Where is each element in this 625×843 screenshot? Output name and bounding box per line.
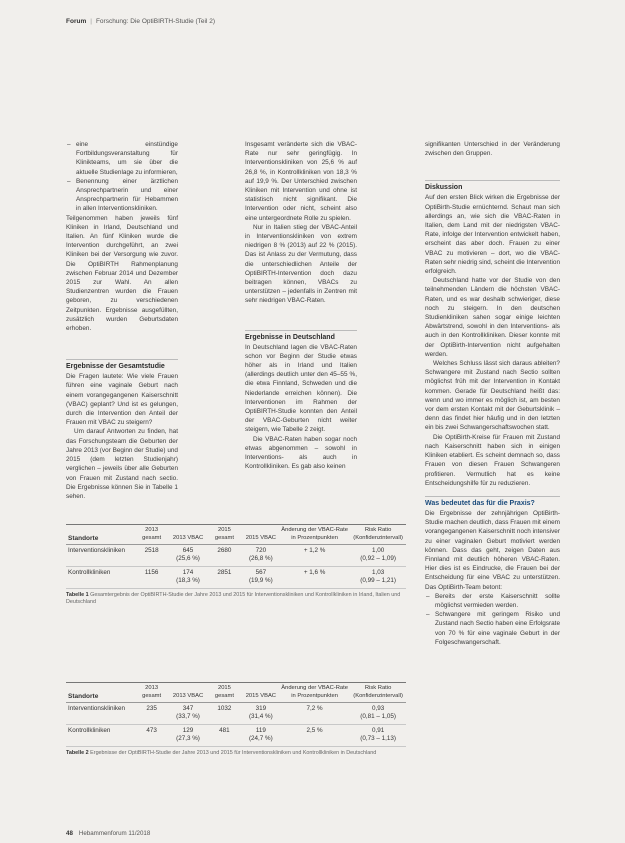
heading-gesamtstudie: Ergebnisse der Gesamtstudie [66, 363, 165, 371]
table-1 [66, 524, 406, 606]
table-row: Interventionskliniken 2518 645 (25,6 %) 2680 720 (26,8 %) + 1,2 % 1,00 (0,92 – 1,09) [66, 545, 406, 567]
col-header: 2015 VBAC [245, 534, 276, 541]
paragraph: Die Fragen lautete: Wie viele Frauen führen eine vaginale Geburt nach einem vorangegangenen Kaiserschnitt (VBAC) geplant? Und ist es gelungen, durch die Intervention den Anteil der Frauen mit VBAC zu steigern? [66, 373, 178, 427]
section-rule [425, 496, 560, 497]
paragraph: Teilgenommen haben jeweils fünf Kliniken in Irland, Deutschland und Italien. An fünf Kliniken wurde die Intervention durchgeführt, an zwei Kliniken bei der Versorgung wie zuvor. Die OptiBIRTH Rahmenplanung zwischen Februar 2014 und Dezember 2015 zur Wahl. An allen Studienzentren wurden die Frauen geboren, zu verschiedenen Zeitpunkten. Ergebnisse ausgefüllten, zusätzlich wurden Geburtsdaten erhoben. [66, 214, 178, 333]
paragraph: Insgesamt veränderte sich die VBAC-Rate nur sehr geringfügig. In Interventionskliniken von 25,6 % auf 26,8 %, in Kontrollkliniken von 18,3 % auf 19,9 %. Der Unterschied zwischen Kliniken mit Intervention und ohne ist statistisch nicht signifikant. Die Intervention oder nicht, scheint also eine untergeordnete Rolle zu spielen. [245, 141, 357, 222]
paragraph: Deutschland hatte vor der Studie von den teilnehmenden Ländern die höchsten VBAC-Raten, und es war deshalb schwieriger, diese noch zu steigern. In den deutschen Studienkliniken sahen sogar einige leichten Abwärtstrend, sowohl in den Interventions- als auch in den Kontrollkliniken. Dieser konnte mit der OptiBirth-Intervention nicht aufgehalten werden. [425, 277, 560, 358]
table-row: Kontrollkliniken 473 129 (27,3 %) 481 119 (24,7 %) 2,5 % 0,91 (0,73 – 1,13) [66, 724, 406, 746]
table-header-row [66, 525, 406, 545]
col-header: 2013 gesamt [142, 527, 162, 541]
table-caption: Tabelle 1 Gesamtergebnis der OptiBIRTH-Studie der Jahre 2013 und 2015 für Interventionskliniken und Kontrollkliniken in Irland, Italien und Deutschland [66, 591, 401, 605]
table-header-row [66, 683, 406, 703]
col-header: Standorte [68, 692, 99, 700]
intervention-list [66, 140, 178, 214]
col-header: 2015 gesamt [214, 685, 234, 699]
header-title: Forschung: Die OptiBIRTH-Studie (Teil 2) [95, 18, 216, 25]
col-header: 2013 VBAC [172, 692, 204, 699]
column-1 [66, 140, 178, 501]
header-section: Forum [66, 18, 87, 25]
col-header: 2015 gesamt [214, 527, 234, 541]
running-header: Forum | Forschung: Die OptiBIRTH-Studie (Teil 2) [66, 18, 216, 25]
paragraph: Die Ergebnisse der zehnjährigen OptiBirth-Studie machen deutlich, dass Frauen mit einem vorangegangenen Kaiserschnitt noch intensiver zu einer vaginalen Geburt motiviert werden können. Dass das geht, zeigen Daten aus Finnland mit deutlich höheren VBAC-Raten. Hier dies ist es Eindrucke, die Frauen bei der Entscheidung für eine VBAC zu unterstützen. Das OptiBirth-Team betont: [425, 509, 560, 591]
table-row: Interventionskliniken 235 347 (33,7 %) 1032 319 (31,4 %) 7,2 % 0,93 (0,81 – 1,05) [66, 703, 406, 725]
list-item: – Schwangere mit geringem Risiko und Zustand nach Sectio haben eine Erfolgsrate von 70 % für eine vaginale Geburt in der Folgeschwangerschaft. [435, 610, 560, 647]
paragraph: Nur in Italien stieg der VBAC-Anteil in Interventionskliniken von extrem niedrigen 8 % (2013) auf 22 % (2015). Das ist Anlass zu der Vermutung, dass die unterschiedlichen Anteile der OptiBIRTH-Intervention doch dazu beitragen können, VBACs zu unterstützen – jedenfalls in Zentren mit sehr niedrigen VBAC-Raten. [245, 223, 357, 305]
col-header: 2015 VBAC [245, 692, 276, 699]
heading-praxis: Was bedeutet das für die Praxis? [425, 499, 535, 507]
col-header: Änderung der VBAC-Rate in Prozentpunkten [281, 527, 348, 541]
paragraph: Die OptiBirth-Kreise für Frauen mit Zustand nach Kaiserschnitt haben sich in einigen Kliniken etabliert. Es scheint demnach so, dass Frauen von diesen Frauen Schwangeren profitieren. Vermutlich hat es keine Entscheidungshilfe für zu reduzieren. [425, 433, 560, 487]
paragraph: Die VBAC-Raten haben sogar noch etwas abgenommen – sowohl in Interventions- als auch in Kontrollkliniken. Es gab also keinen [245, 435, 357, 471]
page-footer [66, 830, 150, 837]
team-bullets [425, 592, 560, 647]
page-number: 48 [66, 830, 73, 837]
section-rule [245, 330, 357, 331]
paragraph: Welches Schluss lässt sich daraus ableiten? Schwangere mit Zustand nach Sectio sollten möglichst früh mit der Intervention in Kontakt kommen. Gerade für Deutschland heißt das: wenn und wo immer es möglich ist, am besten vor dem ersten Kontakt mit der Geburtsklinik – denn das findet hier häufig und in den letzten ein bis zwei Schwangerschaftswochen statt. [425, 360, 560, 432]
table-caption: Tabelle 2 Ergebnisse der OptiBIRTH-Studie der Jahre 2013 und 2015 für Interventionskliniken und Kontrollkliniken in Deutschland [66, 749, 377, 756]
section-rule [425, 180, 560, 181]
heading-diskussion: Diskussion [425, 184, 463, 192]
section-rule [66, 359, 178, 360]
col-header: 2013 gesamt [142, 685, 162, 699]
journal-name: Hebammenforum 11/2018 [78, 830, 151, 837]
paragraph: Um darauf Antworten zu finden, hat das Forschungsteam die Geburten der Jahre 2013 (vor Beginn der Studie) und 2015 (dem letzten Studienjahr) verglichen – jeweils über alle Geburten von Frauen mit Zustand nach sectio. Die Ergebnisse können Sie in Tabelle 1 sehen. [66, 428, 178, 500]
table-2 [66, 682, 406, 757]
list-item: – Benennung einer ärztlichen Ansprechpartnerin und einer Ansprechpartnerin für Hebammen in allen Interventionskliniken. [76, 177, 178, 214]
paragraph: In Deutschland lagen die VBAC-Raten schon vor Beginn der Studie etwas höher als in Irland und Italien (allerdings deutlich unter den 45–55 %, die etwa Finnland, Schweden und die Niederlande erreichen können). Die Interventionen im Rahmen der OptiBIRTH-Studie konnten den Anteil der VBAC-Geburten nicht weiter steigern, wie Tabelle 2 zeigt. [245, 343, 357, 434]
col-header: 2013 VBAC [172, 534, 204, 541]
col-header: Risk Ratio (Konfidenzintervall) [353, 527, 403, 541]
col-header: Änderung der VBAC-Rate in Prozentpunkten [281, 685, 348, 699]
col-header: Risk Ratio (Konfidenzintervall) [353, 685, 403, 699]
list-item: – Bereits der erste Kaiserschnitt sollte möglichst vermieden werden. [435, 592, 560, 610]
column-3 [425, 140, 560, 647]
paragraph: signifikanten Unterschied in der Veränderung zwischen den Gruppen. [425, 141, 560, 158]
paragraph: Auf den ersten Blick wirken die Ergebnisse der OptiBirth-Studie ernüchternd. Schaut man sich allerdings an, wie sich die VBAC-Raten in Italien, dem Land mit der niedrigsten VBAC-Rate, infolge der Intervention entwickelt haben, erscheint das aber doch. Frauen zu einer VBAC zu motivieren – dort, wo die VBAC-Raten sehr niedrig sind, scheint die Intervention erfolgreich. [425, 194, 560, 276]
list-item: – eine einstündige Fortbildungsveranstaltung für Klinikteams, um sie über die aktuelle Studienlage zu informieren, [76, 140, 178, 177]
col-header: Standorte [68, 534, 99, 542]
column-2 [245, 140, 357, 472]
heading-deutschland: Ergebnisse in Deutschland [245, 333, 335, 341]
table-row: Kontrollkliniken 1156 174 (18,3 %) 2851 567 (19,9 %) + 1,6 % 1,03 (0,99 – 1,21) [66, 566, 406, 588]
